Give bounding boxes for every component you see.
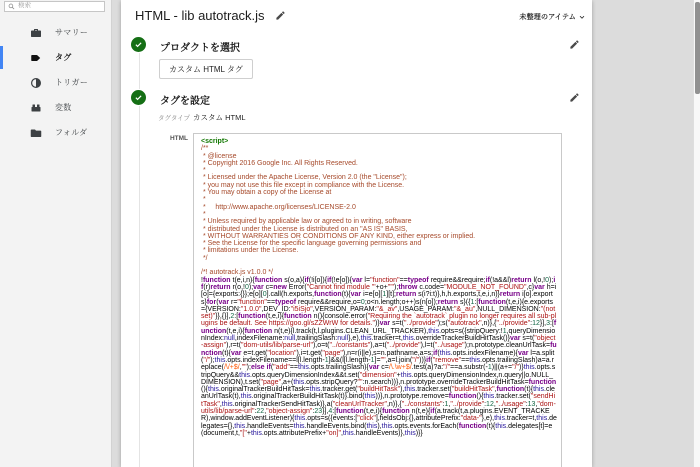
check-icon xyxy=(134,93,143,102)
stepper-connector xyxy=(139,106,141,467)
sidebar-item-tags[interactable] xyxy=(0,45,111,70)
variable-icon xyxy=(30,102,42,114)
edit-tag-config-button[interactable] xyxy=(569,92,580,103)
pencil-icon xyxy=(569,92,580,103)
html-field-label: HTML xyxy=(169,135,188,142)
sidebar-item-label: フォルダ xyxy=(55,128,88,137)
overview-icon xyxy=(30,27,42,39)
workspace-selector-label: 未整理のアイテム xyxy=(519,14,576,21)
sidebar-nav xyxy=(0,20,111,145)
sidebar xyxy=(0,0,112,467)
sidebar-item-label: 変数 xyxy=(55,103,72,112)
sidebar-item-summary[interactable] xyxy=(0,20,111,45)
custom-html-tag-chip[interactable] xyxy=(159,59,253,79)
sidebar-item-variables[interactable] xyxy=(0,95,111,120)
sidebar-item-label: サマリー xyxy=(55,28,89,37)
sidebar-item-label: トリガー xyxy=(55,78,89,87)
chip-label: カスタム HTML タグ xyxy=(169,64,243,74)
edit-product-button[interactable] xyxy=(569,39,580,50)
code-editor[interactable]: <script> /** * @license * Copyright 2016 Google Inc. All Rights Reserved. * * Licensed under the Apache License, Version 2.0 (the "License"); * you may not use this file except in compliance with the License. * You may obtain a copy of the License at * * http://www.apache.org/licenses/LICENSE-2.0 * * Unless required by applicable law or agreed to in writing, software * distributed under the License is distributed on an "AS IS" BASIS, * WITHOUT WARRANTIES OR CONDITIONS OF ANY KIND, either express or implied. * See the License for the specific language governing permissions and * limitations under the License. */ /*! autotrack.js v1.0.0 */ !function t(e,i,n){function s(o,a){if(!i[o]){if(!e[o]){var l="function"==typeof require&&require;if(!a&&l)return l(o,!0);if(r)return r(o,!0);var c=new Error("Cannot find module '"+o+"'");throw c.code="MODULE_NOT_FOUND",c}var h=i[o]={exports:{}};e[o][0].call(h.exports,function(t){var i=e[o][1][t];return s(i?i:t)},h,h.exports,t,e,i,n)}return i[o].exports}for(var r="function"==typeof require&&require,o=0;o<n.length;o++)s(n[o]);return s}({1:[function(t,e,i){e.exports={VERSION:"1.0.0",DEV_ID:"i5iSjo",VERSION_PARAM:"&_av",USAGE_PARAM:"&_au",NULL_DIMENSION:"(not set)"}},{}],2:[function(t,e,i){function n(){console.error("Requiring the `autotrack` plugin no longer requires all sub-plugins be default. See https://goo.gl/sZZWrW for details.")}var s=t("../provide");s("autotrack",n)},{"../provide":12}],3:[function(t,e,i){function n(t,e){l.track(t,l.plugins.CLEAN_URL_TRACKER),this.opts=s({stripQuery:!1,queryDimensionIndex:null,indexFilename:null,trailingSlash:null},e),this.tracker=t,this.overrideTrackerBuildHitTask()}var s=t("object-assign"),r=t("dom-utils/lib/parse-url"),o=t("../constants"),a=t("../provide"),l=t("../usage");n.prototype.cleanUrlTask=function(t){var e=t.get("location"),i=t.get("page"),n=r(i||e),s=n.pathname,a=s;if(this.opts.indexFilename){var l=a.split("/");this.opts.indexFilename==l[l.length-1]&&(l[l.length-1]="",a=l.join("/"))}if("remove"==this.opts.trailingSlash)a=a.replace(/\/+$/,"");else if("add"==this.opts.trailingSlash){var c=/\.\w+$/.test(a)?a:"/"==a.substr(-1)||(a+="/")}this.opts.stripQuery&&this.opts.queryDimensionIndex&&t.set("dimension"+this.opts.queryDimensionIndex,n.query||o.NULL_DIMENSION),t.set("page",a+(this.opts.stripQuery?"":n.search))},n.prototype.overrideTrackerBuildHitTask=function(){this.originalTrackerBuildHitTask=this.tracker.get("buildHitTask"),this.tracker.set("buildHitTask",function(t){this.cleanUrlTask(t),this.originalTrackerBuildHitTask(t)}.bind(this))},n.prototype.remove=function(){this.tracker.set("sendHitTask",this.originalTrackerSendHitTask)},a("cleanUrlTracker",n)},{"../constants":1,"../provide":12,"../usage":13,"dom-utils/lib/parse-url":22,"object-assign":23}],4:[function(t,e,i){function n(t,e){if(a.track(t,a.plugins.EVENT_TRACKER),window.addEventListener){this.opts=s({events:["click"],fieldsObj:{},attributePrefix:"data-"},e),this.tracker=t,this.delegates={},this.handleEvents=this.handleEvents.bind(this),this.opts.events.forEach(function(t){this.delegates[t]=e(document,t,"["+this.opts.attributePrefix+"on]",this.handleEvents)},this)}} xyxy=(193,133,562,467)
rename-tag-button[interactable] xyxy=(275,10,286,21)
step2-title: タグを設定 xyxy=(160,96,210,107)
sidebar-item-folders[interactable] xyxy=(0,120,111,145)
step1-complete-icon xyxy=(131,37,146,52)
pencil-icon xyxy=(569,39,580,50)
sidebar-item-label: タグ xyxy=(55,53,72,62)
search-input[interactable] xyxy=(4,1,105,12)
trigger-icon xyxy=(30,77,42,89)
scrollbar-track[interactable] xyxy=(693,0,700,467)
tag-detail-card xyxy=(121,0,592,467)
card-header xyxy=(135,8,286,23)
page-title: HTML - lib autotrack.js xyxy=(135,8,265,23)
stepper-connector xyxy=(139,53,141,89)
step2-complete-icon xyxy=(131,90,146,105)
tag-icon xyxy=(30,52,42,64)
step1-title: プロダクトを選択 xyxy=(160,43,240,54)
chevron-down-icon xyxy=(578,13,586,21)
pencil-icon xyxy=(275,10,286,21)
check-icon xyxy=(134,40,143,49)
workspace-selector[interactable] xyxy=(519,12,586,22)
folder-icon xyxy=(30,127,42,139)
tag-type-label: タグタイプ xyxy=(158,115,191,122)
scrollbar-thumb[interactable] xyxy=(695,2,700,94)
sidebar-item-triggers[interactable] xyxy=(0,70,111,95)
search-placeholder: 検索 xyxy=(18,2,31,10)
search-icon xyxy=(8,3,15,10)
tag-type-value: カスタム HTML xyxy=(193,113,246,122)
